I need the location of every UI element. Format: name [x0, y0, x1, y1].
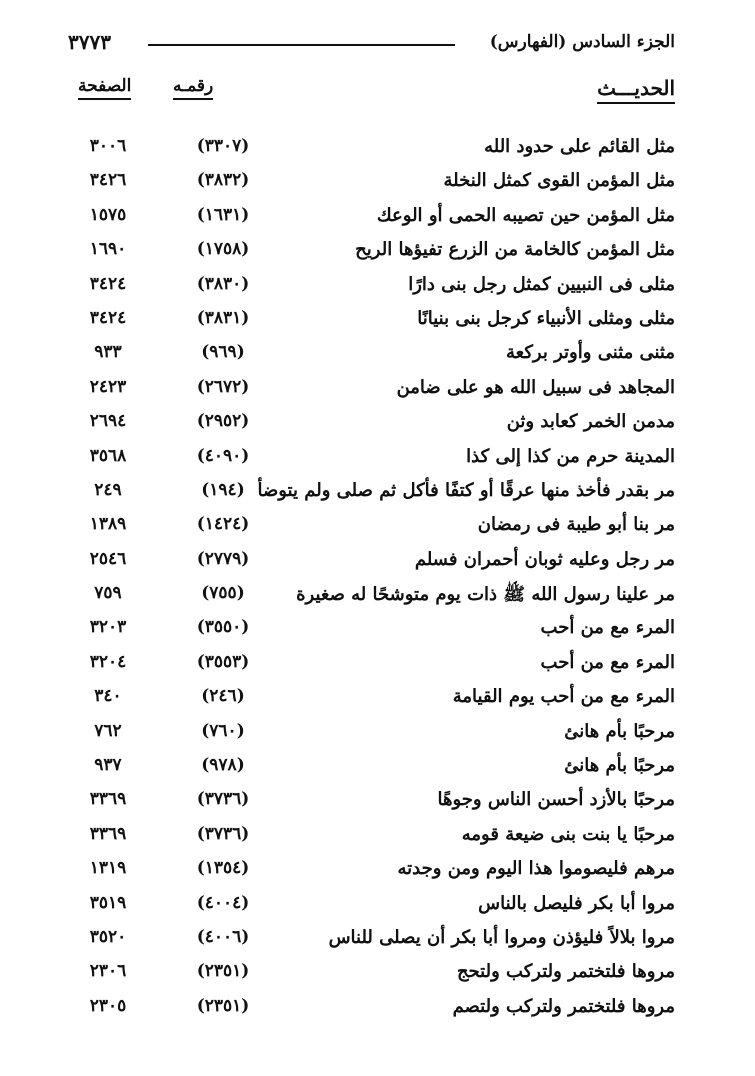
hadith-number: (٣٣٠٧) — [196, 136, 250, 156]
hadith-text: مثل المؤمن القوى كمثل النخلة — [443, 170, 675, 192]
index-entry — [68, 371, 675, 405]
hadith-text: مثلى فى النبيين كمثل رجل بنى دارًا — [408, 273, 675, 295]
page-reference: ١٦٩٠ — [89, 239, 127, 260]
hadith-number: (٣٧٣٦) — [196, 823, 250, 844]
index-entry — [68, 130, 675, 164]
hadith-number: (١٦٣١) — [196, 204, 250, 225]
hadith-text: مرحبًا بأم هانئ — [564, 720, 675, 742]
hadith-number: (٣٨٣٢) — [196, 170, 250, 191]
column-header-page-label: الصفحة — [78, 76, 132, 96]
index-entry — [68, 715, 675, 749]
index-entry — [68, 680, 675, 714]
hadith-text: مثل المؤمن كالخامة من الزرع تفيؤها الريح — [355, 239, 675, 261]
page-reference: ٣٤٠ — [94, 686, 122, 707]
hadith-number: (١٣٥٤) — [196, 858, 250, 879]
column-header-underline — [173, 98, 213, 100]
index-entry — [68, 302, 675, 336]
page-reference: ٩٣٧ — [94, 755, 122, 776]
index-entry — [68, 852, 675, 886]
page-reference: ٣٥٦٨ — [89, 445, 127, 466]
hadith-number: (٢٦٧٢) — [196, 376, 250, 397]
column-header-underline — [78, 98, 131, 100]
hadith-text: مثلى ومثلى الأنبياء كرجل بنى بنيانًا — [417, 307, 675, 329]
page-reference: ٢٣٠٥ — [89, 995, 127, 1016]
index-entry — [68, 164, 675, 198]
page-reference: ٣٤٢٦ — [89, 170, 127, 191]
hadith-text: مروا بلالاً فليؤذن ومروا أبا بكر أن يصلى للناس — [328, 926, 675, 948]
hadith-number: (٣٥٥٠) — [196, 617, 250, 638]
column-headers — [68, 76, 675, 110]
page-reference: ١٥٧٥ — [89, 204, 127, 225]
index-entry — [68, 646, 675, 680]
page-reference: ١٣١٩ — [89, 858, 127, 879]
index-entry — [68, 508, 675, 542]
hadith-text: المرء مع من أحب — [540, 651, 675, 673]
index-entries — [68, 130, 675, 1024]
hadith-number: (١٩٤) — [201, 479, 245, 500]
page-reference: ٣٢٠٤ — [89, 651, 127, 672]
hadith-number: (٢٤٦) — [201, 686, 245, 707]
page-reference: ٣٢٠٣ — [89, 617, 127, 638]
index-entry — [68, 990, 675, 1024]
index-entry — [68, 783, 675, 817]
page-reference: ٣٥١٩ — [89, 892, 127, 913]
hadith-text: المجاهد فى سبيل الله هو على ضامن — [396, 376, 675, 398]
hadith-number: (٢٩٥٢) — [196, 411, 250, 432]
index-entry — [68, 405, 675, 439]
column-header-hadith-label: الحديـــث — [597, 76, 675, 100]
page-reference: ١٣٨٩ — [89, 514, 127, 535]
hadith-number: (٢٣٥١) — [196, 961, 250, 982]
column-header-number — [173, 76, 213, 96]
hadith-text: مثنى مثنى وأوتر بركعة — [506, 342, 675, 364]
hadith-text: مرهم فليصوموا هذا اليوم ومن وجدته — [397, 858, 675, 880]
column-header-page — [78, 76, 131, 96]
hadith-text: مرحبًا بالأزد أحسن الناس وجوهًا — [437, 789, 675, 811]
index-entry — [68, 199, 675, 233]
running-title: الجزء السادس (الفهارس) — [489, 32, 675, 52]
page-reference: ٢٣٠٦ — [89, 961, 127, 982]
index-entry — [68, 818, 675, 852]
hadith-number: (٧٦٠) — [201, 720, 245, 741]
hadith-number: (١٧٥٨) — [196, 239, 250, 260]
index-entry — [68, 233, 675, 267]
hadith-text: المرء مع من أحب يوم القيامة — [452, 686, 675, 708]
hadith-number: (١٤٢٤) — [196, 514, 250, 535]
index-entry — [68, 440, 675, 474]
hadith-text: مرحبًا بأم هانئ — [564, 755, 675, 777]
hadith-text: المدينة حرم من كذا إلى كذا — [466, 445, 675, 467]
page-reference: ٣٠٠٦ — [89, 136, 127, 156]
hadith-number: (٩٧٨) — [201, 755, 245, 776]
page-reference: ٣٣٦٩ — [89, 823, 127, 844]
page-number: ٣٧٧٣ — [68, 30, 111, 54]
page-reference: ٢٦٩٤ — [89, 411, 127, 432]
page-reference: ٩٣٣ — [94, 342, 122, 363]
hadith-text: مر علينا رسول الله ﷺ ذات يوم متوشحًا له صغيرة — [296, 584, 675, 606]
header-rule — [148, 44, 455, 46]
page-reference: ٣٥٢٠ — [89, 926, 127, 947]
hadith-number: (٧٥٥) — [201, 583, 245, 604]
hadith-number: (٢٧٧٩) — [196, 548, 250, 569]
hadith-number: (٣٧٣٦) — [196, 789, 250, 810]
page-reference: ٢٤٢٣ — [89, 376, 127, 397]
page-reference: ٢٤٩ — [94, 479, 122, 500]
index-entry — [68, 336, 675, 370]
index-entry — [68, 887, 675, 921]
hadith-number: (٤٠٩٠) — [196, 445, 250, 466]
page-reference: ٣٣٦٩ — [89, 789, 127, 810]
hadith-number: (٢٣٥١) — [196, 995, 250, 1016]
page-reference: ٧٦٢ — [94, 720, 122, 741]
page-reference: ٣٤٢٤ — [89, 307, 127, 328]
hadith-text: مروها فلتختمر ولتركب ولتصم — [452, 995, 675, 1017]
index-entry — [68, 749, 675, 783]
hadith-text: المرء مع من أحب — [540, 617, 675, 639]
hadith-text: مروا أبا بكر فليصل بالناس — [478, 892, 675, 914]
index-entry — [68, 611, 675, 645]
index-entry — [68, 921, 675, 955]
index-entry — [68, 577, 675, 611]
hadith-number: (٣٥٥٣) — [196, 651, 250, 672]
column-header-number-label: رقمـه — [173, 76, 214, 96]
page-reference: ٣٤٢٤ — [89, 273, 127, 294]
index-entry — [68, 268, 675, 302]
index-entry — [68, 543, 675, 577]
hadith-text: مثل المؤمن حين تصيبه الحمى أو الوعك — [376, 204, 675, 226]
index-entry — [68, 955, 675, 989]
hadith-text: مر رجل وعليه ثوبان أحمران فسلم — [414, 548, 675, 570]
hadith-text: مروها فلتختمر ولتركب ولتحج — [456, 961, 675, 983]
index-entry — [68, 474, 675, 508]
column-header-hadith — [597, 76, 675, 100]
hadith-number: (٤٠٠٦) — [196, 926, 250, 947]
hadith-text: مرحبًا يا بنت بنى ضيعة قومه — [461, 823, 675, 845]
hadith-text: مثل القائم على حدود الله — [484, 136, 675, 157]
hadith-text: مر بنا أبو طيبة فى رمضان — [477, 514, 675, 536]
column-header-underline — [597, 102, 675, 104]
running-header — [68, 30, 675, 62]
hadith-number: (٣٨٣١) — [196, 307, 250, 328]
page-reference: ٢٥٤٦ — [89, 548, 127, 569]
hadith-number: (٩٦٩) — [201, 342, 245, 363]
hadith-text: مدمن الخمر كعابد وثن — [506, 411, 675, 433]
hadith-number: (٣٨٣٠) — [196, 273, 250, 294]
hadith-text: مر بقدر فأخذ منها عرقًا أو كتفًا فأكل ثم صلى ولم يتوضأ — [257, 479, 675, 501]
page-reference: ٧٥٩ — [94, 583, 122, 604]
hadith-number: (٤٠٠٤) — [196, 892, 250, 913]
